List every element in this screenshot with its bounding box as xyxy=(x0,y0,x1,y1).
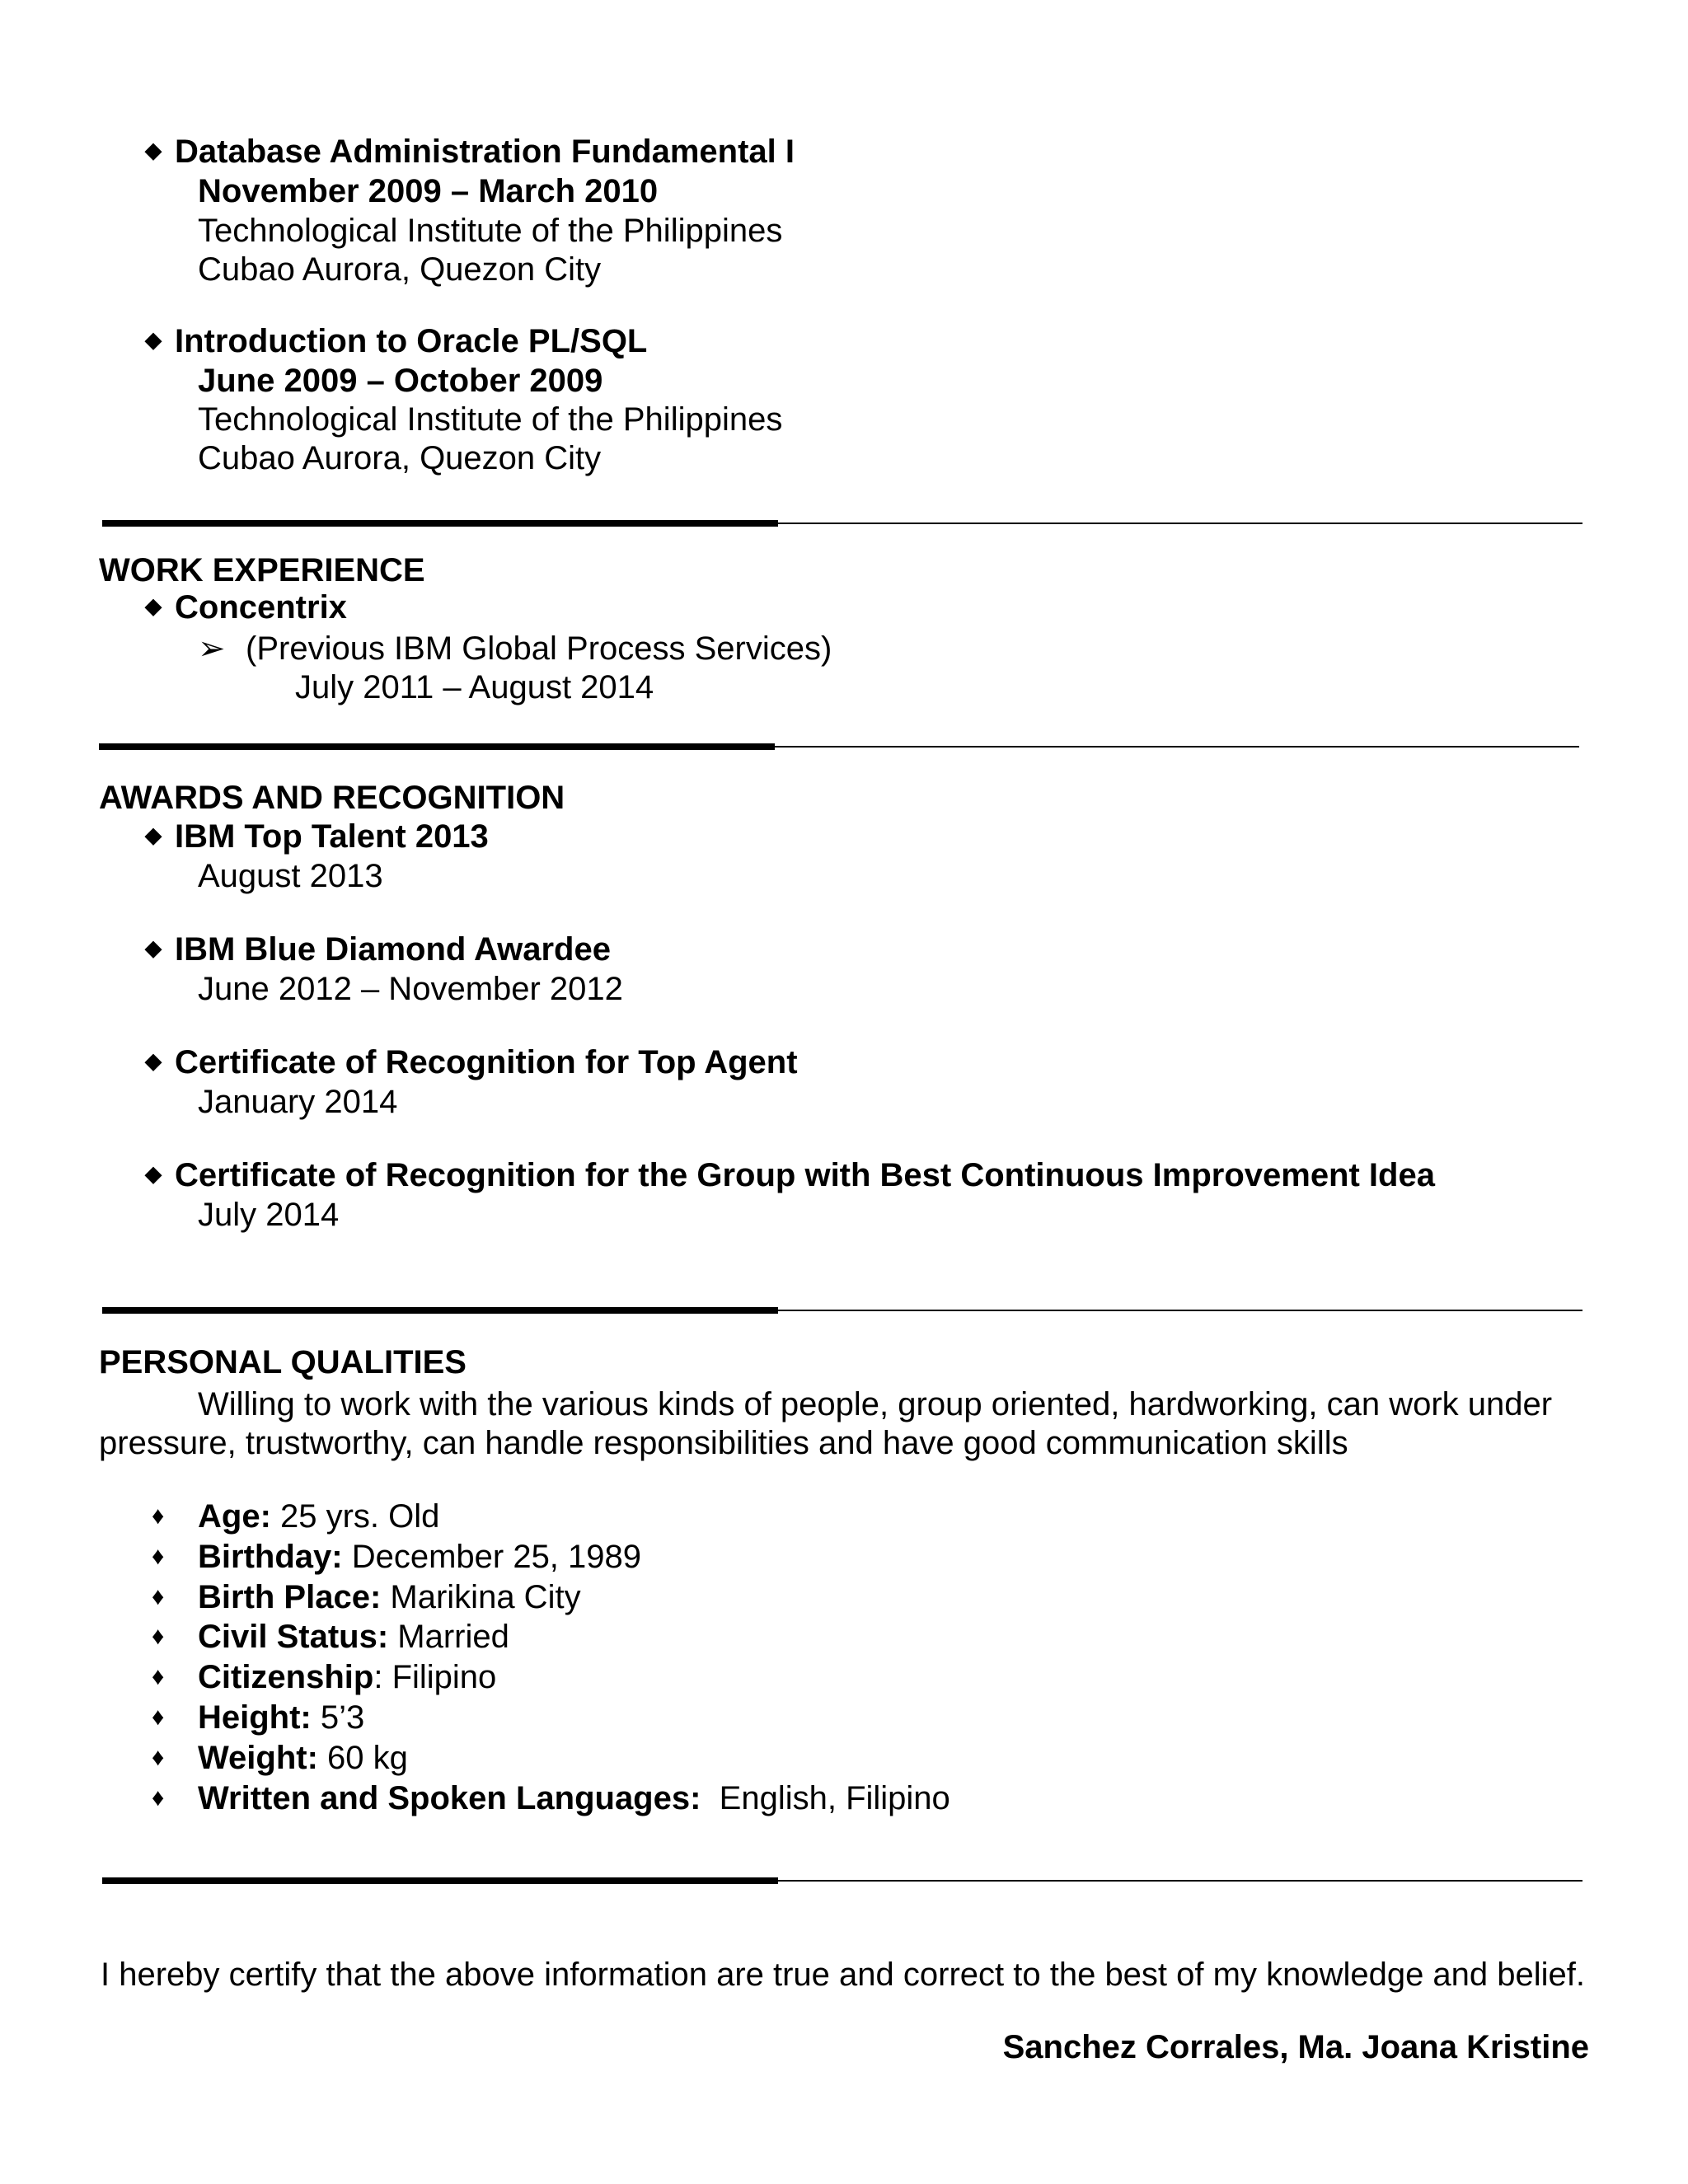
awards-heading: AWARDS AND RECOGNITION xyxy=(99,780,565,816)
signature-name: Sanchez Corrales, Ma. Joana Kristine xyxy=(1002,2029,1589,2065)
qualities-text-line-2: pressure, trustworthy, can handle responsibilities and have good communication skills xyxy=(99,1425,1348,1461)
work-heading: WORK EXPERIENCE xyxy=(99,552,425,588)
award-item-1-title: ◆ IBM Top Talent 2013 xyxy=(145,817,489,860)
diamond-bullet-icon: ◆ xyxy=(145,935,162,960)
work-company: ◆ Concentrix xyxy=(145,588,347,630)
section-divider xyxy=(102,1310,1582,1311)
diamond-bullet-icon: ♦ xyxy=(152,1502,165,1530)
detail-weight: Weight: 60 kg xyxy=(198,1740,408,1776)
diamond-bullet-icon: ◆ xyxy=(145,1161,162,1186)
training-item-2-title: ◆ Introduction to Oracle PL/SQL xyxy=(145,321,647,364)
work-previous-company: (Previous IBM Global Process Services) xyxy=(246,630,832,667)
training-item-1-institution: Technological Institute of the Philippines xyxy=(198,213,783,249)
training-item-1-title: ◆ Database Administration Fundamental I xyxy=(145,132,795,175)
award-item-1-date: August 2013 xyxy=(198,858,383,894)
detail-age: Age: 25 yrs. Old xyxy=(198,1498,440,1535)
training-item-2-institution: Technological Institute of the Philippines xyxy=(198,401,783,438)
diamond-bullet-icon: ♦ xyxy=(152,1543,165,1570)
award-item-4-date: July 2014 xyxy=(198,1197,340,1233)
section-divider xyxy=(102,523,1582,524)
detail-birthday: Birthday: December 25, 1989 xyxy=(198,1539,642,1575)
detail-height: Height: 5’3 xyxy=(198,1699,365,1736)
training-item-1-location: Cubao Aurora, Quezon City xyxy=(198,251,602,288)
detail-civil-status: Civil Status: Married xyxy=(198,1619,509,1655)
award-item-3-title: ◆ Certificate of Recognition for Top Agent xyxy=(145,1043,798,1085)
detail-citizenship: Citizenship: Filipino xyxy=(198,1659,497,1695)
award-item-2-date: June 2012 – November 2012 xyxy=(198,971,623,1007)
diamond-bullet-icon: ◆ xyxy=(145,593,162,618)
detail-birth-place: Birth Place: Marikina City xyxy=(198,1579,581,1615)
training-item-2-dates: June 2009 – October 2009 xyxy=(198,363,603,399)
diamond-bullet-icon: ◆ xyxy=(145,138,162,162)
diamond-bullet-icon: ◆ xyxy=(145,1048,162,1073)
award-item-2-title: ◆ IBM Blue Diamond Awardee xyxy=(145,930,611,972)
diamond-bullet-icon: ◆ xyxy=(145,327,162,352)
certification-statement: I hereby certify that the above information are true and correct to the best of my knowledge and belief. xyxy=(101,1957,1586,1993)
diamond-bullet-icon: ♦ xyxy=(152,1623,165,1650)
training-item-2-location: Cubao Aurora, Quezon City xyxy=(198,440,602,476)
diamond-bullet-icon: ♦ xyxy=(152,1784,165,1811)
award-item-4-title: ◆ Certificate of Recognition for the Group with Best Continuous Improvement Idea xyxy=(145,1155,1435,1198)
diamond-bullet-icon: ♦ xyxy=(152,1583,165,1610)
diamond-bullet-icon: ◆ xyxy=(145,823,162,847)
arrow-bullet-icon: ➢ xyxy=(198,630,226,667)
qualities-heading: PERSONAL QUALITIES xyxy=(99,1344,467,1380)
section-divider xyxy=(99,746,1579,748)
diamond-bullet-icon: ♦ xyxy=(152,1744,165,1771)
training-item-1-dates: November 2009 – March 2010 xyxy=(198,173,659,209)
section-divider xyxy=(102,1880,1582,1882)
qualities-text-line-1: Willing to work with the various kinds of people, group oriented, hardworking, can work under xyxy=(198,1386,1553,1422)
diamond-bullet-icon: ♦ xyxy=(152,1704,165,1731)
award-item-3-date: January 2014 xyxy=(198,1084,398,1120)
work-dates: July 2011 – August 2014 xyxy=(295,669,654,705)
detail-languages: Written and Spoken Languages: English, Filipino xyxy=(198,1780,950,1816)
diamond-bullet-icon: ♦ xyxy=(152,1663,165,1690)
